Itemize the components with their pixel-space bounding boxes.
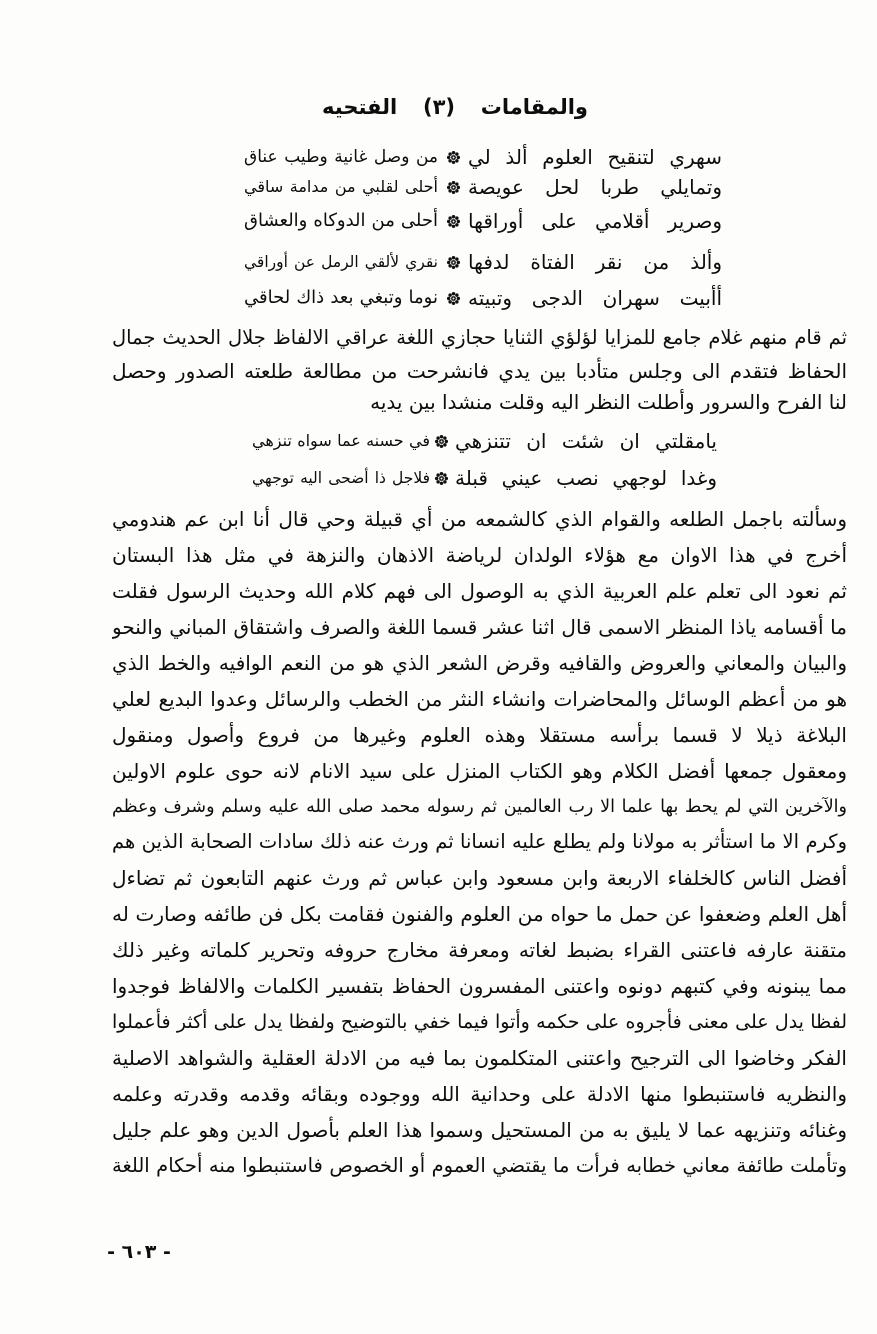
prose-line: أهل العلم وضعفوا عن حمل ما حواه من العلوم والفنون فقامت بكل فن طائفه وصارت له [112,902,847,926]
prose-line: ثم نعود الى تعلم علم العربية الذي به الوصول الى فهم كلام الله وحديث الرسول فقلت [112,579,847,603]
verse-first-hemistich: وتمايلي طربا لحل عويصة [468,175,722,199]
verse-second-hemistich: من وصل غانية وطيب عناق [244,147,438,167]
verse-first-hemistich: وصرير أقلامي على أوراقها [468,209,722,233]
verse-first-hemistich: يامقلتي ان شئت ان تتنزهي [455,429,717,453]
page-number: - ٦٠٣ - [107,1241,171,1263]
flower-ornament-icon [434,471,449,486]
prose-line: الفكر وخاضوا الى الترجيح واعتنى المتكلمون بما فيه من الادلة العقلية والشواهد الاصلية [112,1046,847,1070]
header-section-number: (٣) [422,95,456,119]
header-maqama-title: الفتحيه [322,95,398,119]
verse [0,170,877,204]
prose-line: أخرج في هذا الاوان مع هؤلاء الولدان لرياضة الاذهان والنزهة في مثل هذا البستان [112,543,847,567]
verse-second-hemistich: نقري لألقي الرمل عن أوراقي [244,253,438,271]
prose-line: وغنائه وتنزيهه عما لا يليق به من المستحيل وسموا هذا العلم بأصول الدين وهو علم جليل [112,1118,847,1142]
prose-line: لفظا يدل على معنى فأجروه على حكمه وأتوا فيما خفي بالتوضيح ولفظا يدل على أكثر فأعملوا [112,1011,847,1033]
flower-ornament-icon [434,434,449,449]
verse [0,281,877,315]
prose-line: وسألته باجمل الطلعه والقوام الذي كالشمعه من أي قبيلة وحي قال أنا ابن عم هندومي [112,507,847,531]
prose-line: ومعقول جمعها أفضل الكلام وهو الكتاب المنزل على سيد الانام لانه حوى علوم الاولين [112,759,847,783]
verse-first-hemistich: وغدا لوجهي نصب عيني قبلة [455,466,717,490]
prose-line: ثم قام منهم غلام جامع للمزايا لؤلؤي الثنايا حجازي اللغة عراقي الالفاظ جلال الحديث جمال [112,326,847,349]
flower-ornament-icon [446,150,461,165]
prose-line: والآخرين التي لم يحط بها علما الا رب العالمين ثم رسوله محمد صلى الله عليه وسلم وشرف وعظم [112,797,847,817]
prose-line: مما يبنونه وفي كتبهم دونوه واعتنى المفسرون الحفاظ بتفسير الكلمات والالفاظ فوجدوا [112,974,847,998]
verse-first-hemistich: وألذ من نقر الفتاة لدفها [468,250,722,274]
prose-line: البلاغة ذيلا لا قسما برأسه مستقلا وهذه العلوم وغيرها من فروع وأصول ومنقول [112,723,847,747]
verse-first-hemistich: سهري لتنقيح العلوم ألذ لي [468,145,722,169]
prose-line: ما أقسامه ياذا المنظر الاسمى قال اثنا عشر قسما اللغة والصرف واشتقاق المباني والنحو [112,615,847,639]
flower-ornament-icon [446,180,461,195]
verse-second-hemistich: أحلى لقلبي من مدامة ساقي [244,177,438,196]
prose-line: أفضل الناس كالخلفاء الاربعة وابن مسعود وابن عباس ثم ورث عنهم التابعون ثم تضاءل [112,866,847,890]
verse-second-hemistich: نوما وتبغي بعد ذاك لحاقي [244,287,438,308]
prose-line: الحفاظ فتقدم الى وجلس متأدبا بين يدي فانشرحت من مطالعة طلعته الصدور وحصل [112,359,847,383]
verse [0,461,877,495]
verse [0,204,877,238]
flower-ornament-icon [446,255,461,270]
prose-line: متقنة عارفه فاعتنى القراء بضبط لغاته ومعرفة مخارج حروفه وتحرير كلماته وغير ذلك [112,938,847,962]
prose-line: لنا الفرح والسرور وأطلت النظر اليه وقلت منشدا بين يديه [370,390,847,414]
prose-line: وتأملت طائفة معاني خطابه فرأت ما يقتضي العموم أو الخصوص فاستنبطوا منه أحكام اللغة [112,1154,847,1177]
prose-line: والبيان والمعاني والعروض والقافيه وقرض الشعر الذي هو من النعم الوافيه والخط الذي [112,651,847,675]
prose-line: والنظريه فاستنبطوا منها الادلة على وحدانية الله ووجوده وبقائه وقدمه وقدرته وعلمه [112,1082,847,1106]
flower-ornament-icon [446,291,461,306]
running-header [322,90,588,124]
prose-line: وكرم الا ما استأثر به مولانا ولم يطلع عليه انسانا ثم ورث عنه ذلك سادات الصحابة الذين هم [112,830,847,853]
verse-second-hemistich: في حسنه عما سواه تنزهي [252,431,430,450]
prose-line: هو من أعظم الوسائل والمحاضرات وانشاء النثر من الخطب والرسائل وعدوا البديع لعلي [112,687,847,711]
header-book-title: والمقامات [480,95,588,119]
verse [0,245,877,279]
verse-second-hemistich: أحلى من الدوكاه والعشاق [244,210,438,231]
verse-first-hemistich: أأبيت سهران الدجى وتبيته [468,286,722,310]
verse [0,424,877,458]
verse-second-hemistich: فلاجل ذا أضحى اليه توجهي [252,469,430,487]
verse [0,140,877,174]
flower-ornament-icon [446,214,461,229]
